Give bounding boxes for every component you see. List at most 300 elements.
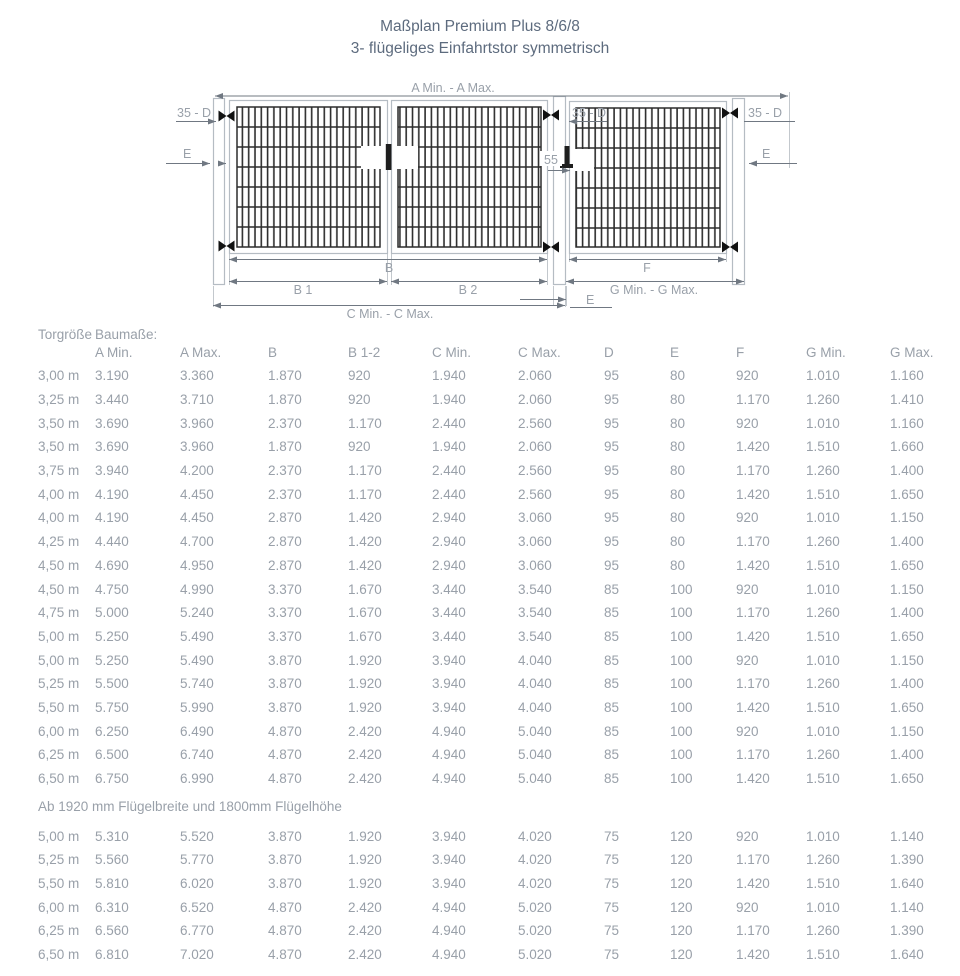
table-cell: 4,50 m [38, 581, 80, 597]
table-cell: 6.250 [95, 723, 129, 739]
table-cell: 5.020 [518, 923, 552, 939]
table-cell: 6.560 [95, 923, 129, 939]
table-row [38, 943, 960, 967]
table-cell: 4.940 [432, 923, 466, 939]
table-cell: 85 [604, 747, 620, 763]
table-row [38, 719, 960, 743]
table-cell: 920 [348, 439, 371, 455]
table-cell: 1.420 [736, 947, 770, 963]
table-cell: 4.020 [518, 876, 552, 892]
table-cell: 3.940 [432, 876, 466, 892]
table-cell: 3.440 [432, 628, 466, 644]
table-cell: 1.420 [736, 439, 770, 455]
table-cell: 3.940 [432, 852, 466, 868]
table-cell: 6.500 [95, 747, 129, 763]
table-cell: 100 [670, 699, 693, 715]
column-header: C Max. [518, 344, 561, 360]
table-cell: 4.190 [95, 510, 129, 526]
table-cell: 920 [736, 415, 759, 431]
table-cell: 1.870 [268, 439, 302, 455]
middle-post [554, 97, 566, 285]
table-cell: 920 [736, 510, 759, 526]
table-cell: 3.940 [432, 652, 466, 668]
dim-label-e-bottom: E [586, 293, 595, 307]
table-cell: 920 [348, 368, 371, 384]
table-cell: 2.870 [268, 534, 302, 550]
table-cell: 3.370 [268, 605, 302, 621]
table-cell: 3.440 [432, 581, 466, 597]
dim-label-f: F [643, 261, 651, 275]
table-cell: 3.440 [95, 392, 129, 408]
table-cell: 5.040 [518, 723, 552, 739]
table-cell: 1.010 [806, 652, 840, 668]
table-cell: 1.420 [736, 628, 770, 644]
table-cell: 3.690 [95, 439, 129, 455]
table-cell: 3,00 m [38, 368, 80, 384]
table-cell: 4.870 [268, 747, 302, 763]
table-cell: 85 [604, 605, 620, 621]
table-cell: 4,00 m [38, 486, 80, 502]
table-cell: 1.170 [348, 486, 382, 502]
table-cell: 7.020 [180, 947, 214, 963]
table-cell: 920 [736, 581, 759, 597]
table-cell: 3.870 [268, 652, 302, 668]
table-row [38, 459, 960, 483]
table-row [38, 696, 960, 720]
table-cell: 100 [670, 628, 693, 644]
table-row [38, 577, 960, 601]
table-cell: 5.240 [180, 605, 214, 621]
table-cell: 1.510 [806, 771, 840, 787]
table-cell: 1.260 [806, 605, 840, 621]
title-line-2: 3- flügeliges Einfahrtstor symmetrisch [350, 39, 610, 57]
table-cell: 4.190 [95, 486, 129, 502]
column-header: A Max. [180, 344, 222, 360]
table-cell: 1.160 [890, 415, 924, 431]
table-cell: 3,25 m [38, 392, 80, 408]
table-column-header [38, 343, 960, 361]
table-cell: 1.650 [890, 557, 924, 573]
table-cell: 2.440 [432, 463, 466, 479]
table-cell: 1.940 [432, 439, 466, 455]
table-cell: 80 [670, 534, 686, 550]
table-cell: 5,50 m [38, 876, 80, 892]
table-cell: 2.060 [518, 368, 552, 384]
table-cell: 80 [670, 368, 686, 384]
table-cell: 75 [604, 923, 620, 939]
table-cell: 120 [670, 923, 693, 939]
table-cell: 100 [670, 581, 693, 597]
table-cell: 4.750 [95, 581, 129, 597]
table-cell: 1.420 [348, 534, 382, 550]
table-cell: 95 [604, 557, 620, 573]
table-cell: 1.420 [736, 486, 770, 502]
table-cell: 1.510 [806, 947, 840, 963]
table-cell: 1.170 [736, 923, 770, 939]
table-cell: 1.400 [890, 534, 924, 550]
column-header: D [604, 344, 614, 360]
table-row [38, 872, 960, 896]
table-cell: 2.420 [348, 747, 382, 763]
table-row [38, 388, 960, 412]
table-cell: 4.940 [432, 947, 466, 963]
table-cell: 1.510 [806, 699, 840, 715]
table-cell: 1.260 [806, 392, 840, 408]
table-cell: 1.150 [890, 510, 924, 526]
table-cell: 4.940 [432, 771, 466, 787]
table-cell: 2.420 [348, 923, 382, 939]
table-cell: 1.510 [806, 876, 840, 892]
table-cell: 1.390 [890, 852, 924, 868]
table-row [38, 767, 960, 791]
table-row [38, 895, 960, 919]
table-cell: 1.920 [348, 652, 382, 668]
table-cell: 4.440 [95, 534, 129, 550]
table-cell: 1.010 [806, 510, 840, 526]
table-cell: 4.200 [180, 463, 214, 479]
table-cell: 1.260 [806, 852, 840, 868]
table-cell: 1.170 [736, 392, 770, 408]
table-cell: 1.510 [806, 486, 840, 502]
table-cell: 3.960 [180, 415, 214, 431]
table-cell: 1.170 [736, 747, 770, 763]
column-header: C Min. [432, 344, 472, 360]
table-row [38, 672, 960, 696]
table-cell: 3.540 [518, 581, 552, 597]
table-cell: 1.260 [806, 534, 840, 550]
table-cell: 1.260 [806, 463, 840, 479]
table-cell: 4,00 m [38, 510, 80, 526]
table-cell: 1.150 [890, 581, 924, 597]
table-cell: 3.360 [180, 368, 214, 384]
table-cell: 85 [604, 652, 620, 668]
table-cell: 2.870 [268, 510, 302, 526]
table-cell: 5.560 [95, 852, 129, 868]
table-cell: 3.960 [180, 439, 214, 455]
table-cell: 5.490 [180, 628, 214, 644]
table-cell: 95 [604, 486, 620, 502]
table-cell: 5.040 [518, 747, 552, 763]
table-cell: 6.740 [180, 747, 214, 763]
table-cell: 3,50 m [38, 415, 80, 431]
gate-dimension-diagram [0, 0, 960, 330]
table-cell: 6.020 [180, 876, 214, 892]
table-cell: 1.140 [890, 828, 924, 844]
table-cell: 95 [604, 463, 620, 479]
table-cell: 3.940 [95, 463, 129, 479]
table-cell: 1.170 [736, 676, 770, 692]
table-cell: 2.420 [348, 947, 382, 963]
table-cell: 5.810 [95, 876, 129, 892]
table-cell: 3.940 [432, 676, 466, 692]
table-cell: 1.400 [890, 463, 924, 479]
table-cell: 1.160 [890, 368, 924, 384]
table-cell: 1.410 [890, 392, 924, 408]
table-cell: 95 [604, 534, 620, 550]
column-header: G Max. [890, 344, 934, 360]
table-cell: 4,75 m [38, 605, 80, 621]
table-cell: 1.940 [432, 368, 466, 384]
dim-label-e-left: E [183, 147, 192, 161]
table-cell: 3.870 [268, 676, 302, 692]
table-cell: 80 [670, 463, 686, 479]
dim-label-b1: B 1 [293, 283, 313, 297]
table-cell: 1.660 [890, 439, 924, 455]
table-cell: 80 [670, 486, 686, 502]
table-cell: 80 [670, 392, 686, 408]
table-cell: 3.060 [518, 510, 552, 526]
table-cell: 2.560 [518, 415, 552, 431]
table-cell: 1.170 [736, 852, 770, 868]
table-cell: 5.020 [518, 947, 552, 963]
table-cell: 1.650 [890, 628, 924, 644]
table-cell: 2.420 [348, 771, 382, 787]
right-post [733, 99, 745, 285]
column-header: E [670, 344, 680, 360]
table-cell: 4,50 m [38, 557, 80, 573]
table-row [38, 824, 960, 848]
table-section-note: Ab 1920 mm Flügelbreite und 1800mm Flügelhöhe [38, 799, 342, 815]
table-cell: 3,50 m [38, 439, 80, 455]
table-cell: 80 [670, 439, 686, 455]
table-cell: 6.990 [180, 771, 214, 787]
table-cell: 4.690 [95, 557, 129, 573]
table-cell: 80 [670, 557, 686, 573]
table-cell: 85 [604, 699, 620, 715]
table-cell: 2.370 [268, 415, 302, 431]
table-cell: 3.060 [518, 534, 552, 550]
group-header-torgroesse: Torgröße [38, 326, 93, 342]
table-cell: 3,75 m [38, 463, 80, 479]
table-cell: 120 [670, 876, 693, 892]
table-cell: 5.520 [180, 828, 214, 844]
table-cell: 6.770 [180, 923, 214, 939]
table-cell: 1.920 [348, 699, 382, 715]
table-cell: 6,00 m [38, 723, 80, 739]
dimension-table [38, 325, 960, 967]
table-cell: 5.310 [95, 828, 129, 844]
table-cell: 5,00 m [38, 828, 80, 844]
table-cell: 1.420 [736, 557, 770, 573]
column-header: B 1-2 [348, 344, 381, 360]
table-cell: 100 [670, 747, 693, 763]
table-cell: 75 [604, 828, 620, 844]
table-cell: 5,25 m [38, 676, 80, 692]
table-cell: 6,50 m [38, 947, 80, 963]
table-cell: 1.420 [348, 557, 382, 573]
table-cell: 2.940 [432, 557, 466, 573]
table-cell: 1.650 [890, 486, 924, 502]
table-cell: 2.560 [518, 463, 552, 479]
table-cell: 2.060 [518, 392, 552, 408]
hinge-icon [219, 111, 235, 122]
table-cell: 80 [670, 510, 686, 526]
table-cell: 5,50 m [38, 699, 80, 715]
table-cell: 100 [670, 771, 693, 787]
table-cell: 1.260 [806, 923, 840, 939]
table-cell: 1.670 [348, 628, 382, 644]
table-cell: 920 [736, 723, 759, 739]
table-row [38, 364, 960, 388]
table-cell: 5.250 [95, 628, 129, 644]
table-cell: 1.670 [348, 581, 382, 597]
table-cell: 1.390 [890, 923, 924, 939]
table-cell: 120 [670, 899, 693, 915]
dim-label-d35-right: 35 - D [748, 106, 783, 120]
table-cell: 1.170 [736, 463, 770, 479]
table-cell: 6,50 m [38, 771, 80, 787]
table-cell: 3.870 [268, 828, 302, 844]
table-cell: 1.400 [890, 747, 924, 763]
table-cell: 75 [604, 852, 620, 868]
table-row [38, 648, 960, 672]
table-cell: 95 [604, 368, 620, 384]
table-cell: 4.040 [518, 676, 552, 692]
table-cell: 920 [736, 652, 759, 668]
table-cell: 1.510 [806, 439, 840, 455]
table-cell: 3.870 [268, 699, 302, 715]
table-cell: 5.770 [180, 852, 214, 868]
table-section-1 [38, 364, 960, 790]
table-cell: 2.440 [432, 415, 466, 431]
left-post [214, 99, 225, 285]
table-cell: 95 [604, 415, 620, 431]
table-cell: 1.650 [890, 699, 924, 715]
table-cell: 5.740 [180, 676, 214, 692]
table-cell: 4.870 [268, 899, 302, 915]
table-cell: 6.810 [95, 947, 129, 963]
table-row [38, 601, 960, 625]
dim-label-c-range: C Min. - C Max. [346, 307, 434, 321]
table-cell: 75 [604, 876, 620, 892]
table-row [38, 435, 960, 459]
table-cell: 1.010 [806, 581, 840, 597]
table-cell: 100 [670, 605, 693, 621]
table-cell: 3.060 [518, 557, 552, 573]
table-cell: 1.010 [806, 368, 840, 384]
table-cell: 4.020 [518, 828, 552, 844]
column-header: B [268, 344, 278, 360]
table-cell: 75 [604, 947, 620, 963]
table-cell: 4.940 [432, 899, 466, 915]
table-cell: 5.250 [95, 652, 129, 668]
dim-label-e-right: E [762, 147, 771, 161]
table-cell: 4.040 [518, 652, 552, 668]
table-cell: 5.490 [180, 652, 214, 668]
table-cell: 1.870 [268, 392, 302, 408]
table-cell: 4.870 [268, 723, 302, 739]
table-cell: 3.370 [268, 628, 302, 644]
table-cell: 5.500 [95, 676, 129, 692]
table-cell: 2.560 [518, 486, 552, 502]
table-cell: 3.690 [95, 415, 129, 431]
table-cell: 5.750 [95, 699, 129, 715]
table-cell: 5,00 m [38, 652, 80, 668]
table-cell: 3.540 [518, 605, 552, 621]
table-cell: 1.870 [268, 368, 302, 384]
table-cell: 6.520 [180, 899, 214, 915]
table-cell: 1.420 [736, 876, 770, 892]
table-cell: 85 [604, 723, 620, 739]
table-cell: 5,25 m [38, 852, 80, 868]
table-cell: 1.150 [890, 723, 924, 739]
table-cell: 1.400 [890, 605, 924, 621]
table-cell: 920 [736, 899, 759, 915]
table-cell: 85 [604, 771, 620, 787]
table-cell: 4.870 [268, 771, 302, 787]
table-cell: 1.650 [890, 771, 924, 787]
table-cell: 1.170 [736, 534, 770, 550]
table-cell: 95 [604, 392, 620, 408]
table-cell: 1.640 [890, 876, 924, 892]
table-cell: 5.020 [518, 899, 552, 915]
table-cell: 75 [604, 899, 620, 915]
table-cell: 3.190 [95, 368, 129, 384]
table-cell: 6.310 [95, 899, 129, 915]
table-cell: 4.870 [268, 947, 302, 963]
table-cell: 920 [736, 368, 759, 384]
center-lock-bar [386, 144, 392, 170]
table-cell: 3.870 [268, 852, 302, 868]
table-cell: 100 [670, 723, 693, 739]
table-cell: 6,25 m [38, 747, 80, 763]
table-row [38, 625, 960, 649]
table-row [38, 506, 960, 530]
table-cell: 120 [670, 828, 693, 844]
table-cell: 1.260 [806, 676, 840, 692]
table-cell: 6,00 m [38, 899, 80, 915]
table-cell: 5.040 [518, 771, 552, 787]
table-cell: 1.420 [736, 771, 770, 787]
table-cell: 4.990 [180, 581, 214, 597]
table-cell: 4.940 [432, 747, 466, 763]
table-row [38, 743, 960, 767]
table-cell: 6,25 m [38, 923, 80, 939]
dim-label-b2: B 2 [458, 283, 478, 297]
dim-label-a-range: A Min. - A Max. [411, 81, 495, 95]
column-header: G Min. [806, 344, 846, 360]
table-cell: 1.150 [890, 652, 924, 668]
table-cell: 5,00 m [38, 628, 80, 644]
table-cell: 4.450 [180, 486, 214, 502]
table-cell: 3.710 [180, 392, 214, 408]
table-cell: 1.920 [348, 876, 382, 892]
dim-label-55: 55 [544, 153, 558, 167]
table-cell: 4.020 [518, 852, 552, 868]
table-cell: 1.010 [806, 723, 840, 739]
table-group-header [38, 325, 960, 343]
table-cell: 4.700 [180, 534, 214, 550]
table-cell: 3.940 [432, 828, 466, 844]
column-header: F [736, 344, 745, 360]
table-cell: 100 [670, 676, 693, 692]
table-cell: 4.950 [180, 557, 214, 573]
table-cell: 1.940 [432, 392, 466, 408]
table-cell: 1.920 [348, 676, 382, 692]
table-cell: 85 [604, 628, 620, 644]
table-cell: 5.000 [95, 605, 129, 621]
table-cell: 1.510 [806, 628, 840, 644]
table-cell: 5.990 [180, 699, 214, 715]
table-cell: 4,25 m [38, 534, 80, 550]
table-cell: 85 [604, 676, 620, 692]
table-cell: 2.940 [432, 510, 466, 526]
table-row [38, 411, 960, 435]
table-cell: 3.540 [518, 628, 552, 644]
table-row [38, 530, 960, 554]
table-cell: 1.170 [736, 605, 770, 621]
table-cell: 1.170 [348, 463, 382, 479]
